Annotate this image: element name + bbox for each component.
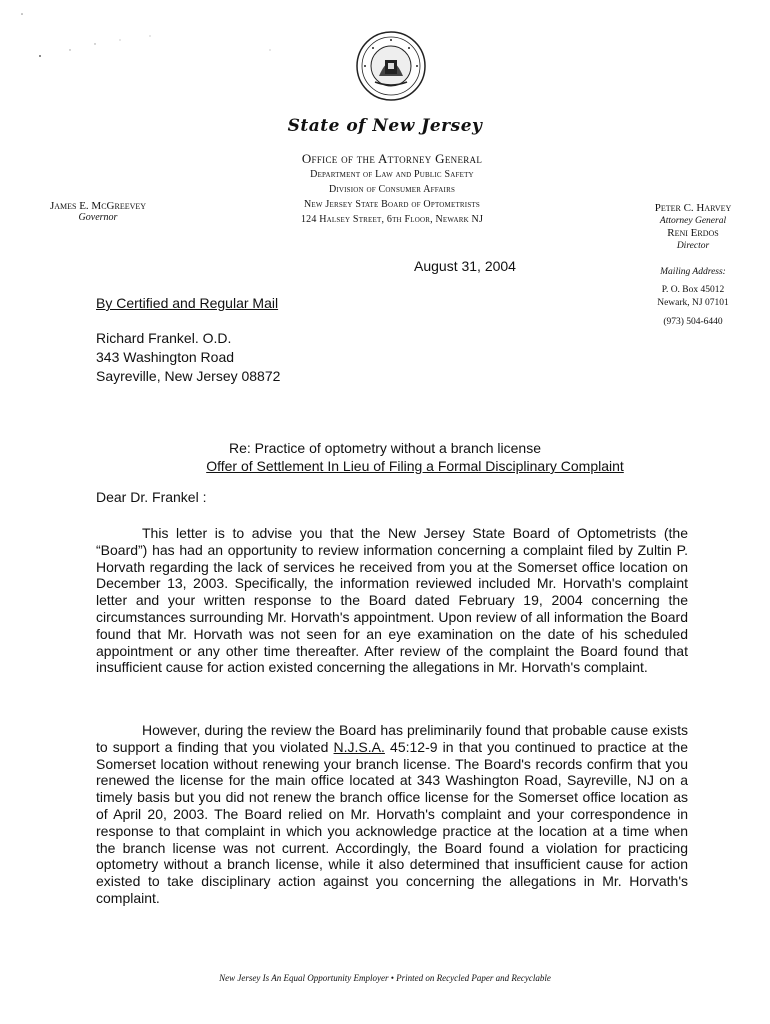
attorney-general-title: Attorney General: [659, 216, 727, 226]
letter-date: August 31, 2004: [414, 258, 516, 274]
body-paragraph: [96, 722, 688, 907]
state-title: State of New Jersey: [287, 116, 483, 136]
mailing-label: Mailing Address:: [660, 267, 726, 277]
office-line: Division of Consumer Affairs: [328, 184, 456, 195]
paragraph-text: 45:12-9 in that you continued to practice at the Somerset location without renewing your branch license. The Board's records confirm that you renewed the license for the main office located at 343 Washington Road, Sayreville, NJ on a timely basis but you did not renew the branch office license for the Somerset office location as of April 20, 2003. The Board relied on Mr. Horvath's complaint and your correspondence in response to that complaint in which you acknowledge practice at the location at a time when the branch license was not current. Accordingly, the Board found a violation for practicing optometry without a branch license, while it also determined that insufficient cause for action existed to take disciplinary action against you concerning the allegations in Mr. Horvath's complaint.: [96, 738, 688, 906]
governor-name: James E. McGreevey: [49, 200, 147, 212]
recipient-street: 343 Washington Road: [96, 349, 235, 365]
director-name: Reni Erdos: [667, 227, 719, 239]
mailing-city: Newark, NJ 07101: [657, 298, 729, 308]
re-subject: Re: Practice of optometry without a branch license: [228, 440, 542, 456]
mailing-po-box: P. O. Box 45012: [661, 285, 725, 295]
statute-citation: N.J.S.A.: [333, 738, 385, 755]
office-line: 124 Halsey Street, 6th Floor, Newark NJ: [300, 214, 484, 225]
attorney-general-name: Peter C. Harvey: [654, 202, 732, 214]
re-line: [0, 439, 770, 475]
office-line: New Jersey State Board of Optometrists: [304, 199, 480, 210]
paragraph-text: However, during the review the Board has preliminarily found that probable cause exists to support a finding that you violated: [96, 722, 688, 755]
office-line: Office of the Attorney General: [301, 151, 483, 166]
salutation: Dear Dr. Frankel :: [96, 489, 207, 505]
recipient-name: Richard Frankel. O.D.: [96, 330, 232, 346]
body-paragraph: [96, 525, 688, 676]
recipient-city: Sayreville, New Jersey 08872: [96, 368, 281, 384]
delivery-method: By Certified and Regular Mail: [96, 295, 279, 311]
office-line: Department of Law and Public Safety: [310, 169, 474, 180]
officials-block: [620, 202, 766, 329]
re-settlement: Offer of Settlement In Lieu of Filing a Formal Disciplinary Complaint: [206, 458, 624, 474]
scan-specks: [0, 0, 300, 70]
governor-block: [8, 200, 188, 223]
director-title: Director: [676, 241, 710, 251]
mailing-phone: (973) 504-6440: [663, 317, 723, 327]
state-seal-icon: [355, 30, 427, 102]
governor-title: Governor: [78, 212, 118, 223]
paragraph-text: This letter is to advise you that the New Jersey State Board of Optometrists (the “Board”) has had an opportunity to review information concerning a complaint filed by Zultin P. Horvath regarding the lack of services he received from you at the Somerset office location on December 13, 2003. Specifically, the information reviewed included Mr. Horvath's complaint letter and your written response to the Board dated February 19, 2004 concerning the circumstances surrounding Mr. Horvath's appointment. Upon review of all information the Board found that Mr. Horvath was not seen for an eye examination on the date of his scheduled appointment or any other time thereafter. After review of the complaint the Board found that insufficient cause for action existed concerning the allegations in Mr. Horvath's complaint.: [96, 525, 688, 676]
recipient-address: [96, 329, 280, 386]
footer: New Jersey Is An Equal Opportunity Employer • Printed on Recycled Paper and Recyclable: [219, 973, 551, 983]
